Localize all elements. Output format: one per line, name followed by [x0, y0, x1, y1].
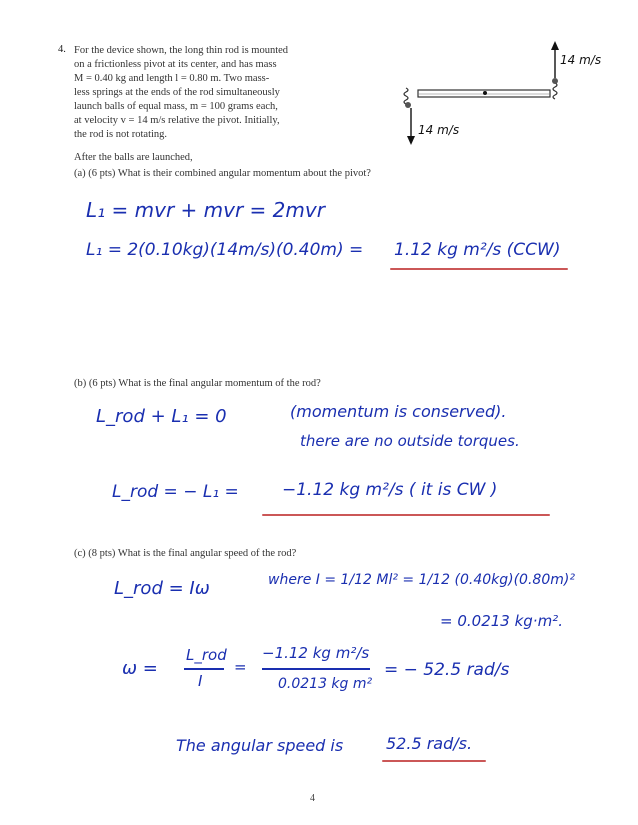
problem-line: the rod is not rotating. — [74, 129, 168, 140]
final-answer: 52.5 rad/s. — [386, 734, 473, 753]
fraction-bar — [184, 668, 224, 670]
answer-underline — [382, 760, 486, 762]
problem-number: 4. — [58, 44, 66, 55]
problem-line: at velocity v = 14 m/s relative the pivot. Initially, — [74, 115, 280, 126]
equals-sign: = — [234, 658, 247, 676]
after-launch-text: After the balls are launched, — [74, 152, 193, 163]
fraction-numerator: −1.12 kg m²/s — [262, 644, 370, 662]
part-b-answer: −1.12 kg m²/s ( it is CW ) — [282, 480, 498, 500]
part-b-eq1: L_rod + L₁ = 0 — [96, 406, 227, 427]
fraction-numerator: L_rod — [186, 646, 227, 664]
fraction-denominator: I — [198, 672, 203, 690]
arrow-head-icon — [551, 41, 559, 50]
problem-line: launch balls of equal mass, m = 100 grams each, — [74, 101, 278, 112]
problem-line: For the device shown, the long thin rod is mounted — [74, 45, 289, 56]
problem-line: less springs at the ends of the rod simultaneously — [74, 87, 280, 98]
part-a-question: (a) (6 pts) What is their combined angular momentum about the pivot? — [74, 168, 371, 179]
omega-lhs: ω = — [122, 658, 158, 679]
part-c-where: where I = 1/12 Ml² = 1/12 (0.40kg)(0.80m)² — [268, 572, 575, 588]
velocity-up-label: 14 m/s — [560, 53, 602, 67]
answer-underline — [390, 268, 568, 270]
part-b-question: (b) (6 pts) What is the final angular momentum of the rod? — [74, 378, 321, 389]
pivot-icon — [483, 91, 487, 95]
page-number: 4 — [310, 793, 315, 804]
part-a-eq2: L₁ = 2(0.10kg)(14m/s)(0.40m) = — [86, 240, 364, 260]
fraction-bar — [262, 668, 370, 670]
problem-line: on a frictionless pivot at its center, and has mass — [74, 59, 277, 70]
omega-result: = − 52.5 rad/s — [384, 660, 510, 680]
right-spring-icon — [552, 78, 558, 99]
part-b-eq2: L_rod = − L₁ = — [112, 482, 239, 502]
part-b-note2: there are no outside torques. — [300, 432, 520, 450]
problem-statement — [74, 44, 334, 142]
velocity-down-label: 14 m/s — [418, 123, 460, 137]
conclusion-text: The angular speed is — [176, 736, 344, 755]
part-a-answer: 1.12 kg m²/s (CCW) — [394, 240, 561, 260]
rod-diagram — [396, 38, 606, 148]
fraction-denominator: 0.0213 kg m² — [278, 676, 373, 692]
part-c-question: (c) (8 pts) What is the final angular speed of the rod? — [74, 548, 297, 559]
problem-line: M = 0.40 kg and length l = 0.80 m. Two mass- — [74, 73, 270, 84]
answer-underline — [262, 514, 550, 516]
part-a-eq1: L₁ = mvr + mvr = 2mvr — [86, 198, 325, 222]
part-c-eq1: L_rod = Iω — [114, 578, 210, 599]
part-b-note1: (momentum is conserved). — [290, 402, 507, 421]
left-spring-icon — [404, 88, 411, 108]
part-c-inertia: = 0.0213 kg·m². — [440, 612, 563, 630]
arrow-head-icon — [407, 136, 415, 145]
